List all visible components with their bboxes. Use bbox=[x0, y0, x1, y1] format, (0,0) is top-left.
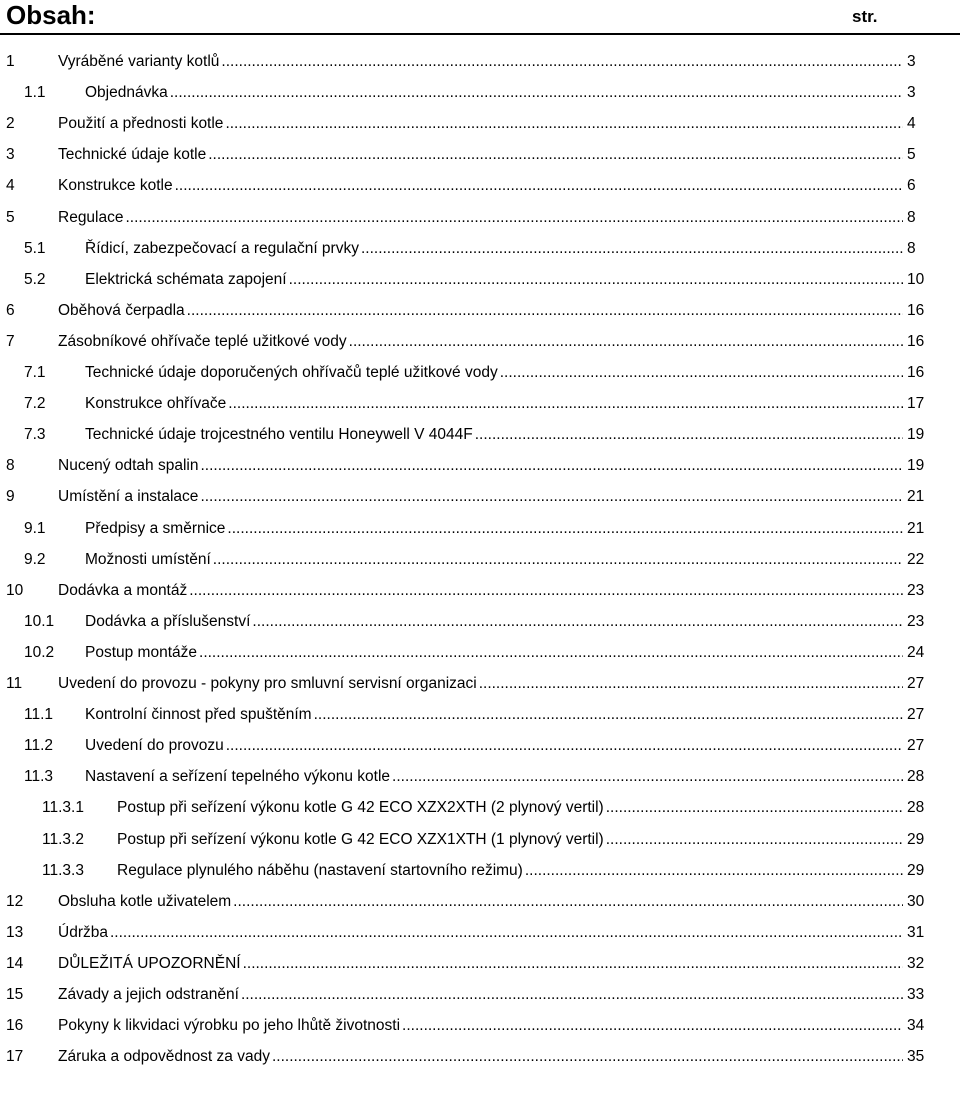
toc-entry-number: 1 bbox=[6, 53, 15, 70]
toc-entry[interactable] bbox=[0, 295, 960, 326]
toc-entry-label: Řídicí, zabezpečovací a regulační prvky bbox=[85, 240, 359, 257]
toc-entry[interactable] bbox=[0, 326, 960, 357]
toc-entry-line bbox=[117, 855, 905, 886]
toc-entry[interactable] bbox=[0, 233, 960, 264]
toc-entry-page: 30 bbox=[907, 893, 925, 910]
toc-entry[interactable] bbox=[0, 264, 960, 295]
toc-entry-line bbox=[58, 1041, 905, 1072]
toc-entry[interactable] bbox=[0, 419, 960, 450]
toc-entry-line bbox=[58, 917, 905, 948]
toc-entry-line bbox=[85, 388, 905, 419]
toc-entry-line bbox=[58, 170, 905, 201]
toc-entry-label: Regulace plynulého náběhu (nastavení startovního režimu) bbox=[117, 862, 523, 879]
dot-leader bbox=[500, 357, 903, 388]
toc-entry[interactable] bbox=[0, 1041, 960, 1072]
dot-leader bbox=[243, 948, 903, 979]
toc-entry-label: Uvedení do provozu bbox=[85, 737, 224, 754]
toc-header bbox=[0, 0, 960, 34]
page-column-label: str. bbox=[852, 7, 878, 26]
toc-entry-number: 9.1 bbox=[24, 520, 46, 537]
toc-entry-label: Nucený odtah spalin bbox=[58, 457, 199, 474]
toc-entry-label: Možnosti umístění bbox=[85, 551, 211, 568]
dot-leader bbox=[170, 77, 903, 108]
toc-entry-label: Zásobníkové ohřívače teplé užitkové vody bbox=[58, 333, 347, 350]
toc-entry-number: 5 bbox=[6, 209, 15, 226]
toc-entry[interactable] bbox=[0, 450, 960, 481]
toc-entry-page: 6 bbox=[907, 177, 916, 194]
dot-leader bbox=[402, 1010, 903, 1041]
dot-leader bbox=[228, 388, 903, 419]
toc-entry[interactable] bbox=[0, 855, 960, 886]
toc-entry-number: 12 bbox=[6, 893, 24, 910]
toc-entry-page: 29 bbox=[907, 831, 925, 848]
toc-entry-number: 8 bbox=[6, 457, 15, 474]
toc-entry-page: 22 bbox=[907, 551, 925, 568]
toc-entry-page: 34 bbox=[907, 1017, 925, 1034]
toc-entry-number: 7.3 bbox=[24, 426, 46, 443]
dot-leader bbox=[606, 824, 903, 855]
toc-entry-number: 11 bbox=[6, 675, 23, 692]
toc-entry-line bbox=[58, 1010, 905, 1041]
toc-entry-line bbox=[58, 139, 905, 170]
toc-entry-line bbox=[85, 637, 905, 668]
dot-leader bbox=[213, 544, 903, 575]
toc-entry-page: 16 bbox=[907, 364, 925, 381]
dot-leader bbox=[227, 513, 903, 544]
toc-entry-label: Kontrolní činnost před spuštěním bbox=[85, 706, 312, 723]
toc-entry-number: 11.3.2 bbox=[42, 831, 84, 848]
dot-leader bbox=[208, 139, 903, 170]
toc-entry[interactable] bbox=[0, 917, 960, 948]
toc-entry-page: 10 bbox=[907, 271, 925, 288]
toc-entry-page: 28 bbox=[907, 799, 925, 816]
toc-entry-line bbox=[117, 824, 905, 855]
dot-leader bbox=[289, 264, 903, 295]
toc-entry-page: 31 bbox=[907, 924, 925, 941]
toc-entry-label: Záruka a odpovědnost za vady bbox=[58, 1048, 270, 1065]
toc-entry-label: Dodávka a montáž bbox=[58, 582, 188, 599]
toc-entry-page: 5 bbox=[907, 146, 916, 163]
toc-entry-label: Údržba bbox=[58, 924, 108, 941]
toc-entry-line bbox=[85, 419, 905, 450]
dot-leader bbox=[361, 233, 903, 264]
toc-entry[interactable] bbox=[0, 606, 960, 637]
dot-leader bbox=[233, 886, 903, 917]
toc-entry-number: 11.3.3 bbox=[42, 862, 84, 879]
dot-leader bbox=[126, 202, 904, 233]
toc-entry[interactable] bbox=[0, 699, 960, 730]
toc-entry-page: 23 bbox=[907, 613, 925, 630]
toc-entry-line bbox=[58, 979, 905, 1010]
toc-entry-number: 10.1 bbox=[24, 613, 55, 630]
toc-entry-number: 17 bbox=[6, 1048, 24, 1065]
toc-entry-number: 5.1 bbox=[24, 240, 46, 257]
toc-entry-number: 4 bbox=[6, 177, 15, 194]
dot-leader bbox=[199, 637, 903, 668]
toc-entry-page: 21 bbox=[907, 520, 925, 537]
dot-leader bbox=[110, 917, 903, 948]
toc-entry-line bbox=[85, 730, 905, 761]
toc-entry-number: 1.1 bbox=[24, 84, 46, 101]
toc-entry[interactable] bbox=[0, 544, 960, 575]
toc-entry[interactable] bbox=[0, 761, 960, 792]
toc-entry-line bbox=[85, 357, 905, 388]
toc-entry-label: Technické údaje kotle bbox=[58, 146, 207, 163]
dot-leader bbox=[606, 792, 903, 823]
toc-entry-line bbox=[85, 513, 905, 544]
toc-entry-label: Postup při seřízení výkonu kotle G 42 ECO XZX2XTH (2 plynový vertil) bbox=[117, 799, 604, 816]
toc-entry-page: 27 bbox=[907, 737, 925, 754]
toc-entry-page: 8 bbox=[907, 240, 916, 257]
toc-entry[interactable] bbox=[0, 202, 960, 233]
toc-entry-label: Uvedení do provozu - pokyny pro smluvní servisní organizaci bbox=[58, 675, 477, 692]
toc-entry[interactable] bbox=[0, 824, 960, 855]
toc-entry[interactable] bbox=[0, 108, 960, 139]
toc-entry-number: 6 bbox=[6, 302, 15, 319]
dot-leader bbox=[175, 170, 903, 201]
toc-entry-number: 10 bbox=[6, 582, 24, 599]
toc-entry[interactable] bbox=[0, 513, 960, 544]
toc-entry-label: Technické údaje trojcestného ventilu Honeywell V 4044F bbox=[85, 426, 473, 443]
toc-entry-line bbox=[58, 948, 905, 979]
toc-entry-label: Regulace bbox=[58, 209, 124, 226]
toc-entry-page: 19 bbox=[907, 457, 925, 474]
toc-entry-label: Pokyny k likvidaci výrobku po jeho lhůtě životnosti bbox=[58, 1017, 401, 1034]
toc-entry[interactable] bbox=[0, 481, 960, 512]
toc-entry-label: Předpisy a směrnice bbox=[85, 520, 226, 537]
dot-leader bbox=[241, 979, 903, 1010]
toc-entry-page: 28 bbox=[907, 768, 925, 785]
dot-leader bbox=[314, 699, 903, 730]
toc-entry[interactable] bbox=[0, 139, 960, 170]
dot-leader bbox=[226, 730, 903, 761]
toc-entry[interactable] bbox=[0, 170, 960, 201]
toc-entry-number: 11.3.1 bbox=[42, 799, 84, 816]
toc-entry-label: Umístění a instalace bbox=[58, 488, 199, 505]
toc-entry[interactable] bbox=[0, 948, 960, 979]
toc-entry-number: 9 bbox=[6, 488, 15, 505]
toc-entry-page: 3 bbox=[907, 53, 916, 70]
toc-entry-line bbox=[85, 77, 905, 108]
toc-entry-page: 3 bbox=[907, 84, 916, 101]
toc-entry-page: 17 bbox=[907, 395, 925, 412]
toc-entry-number: 3 bbox=[6, 146, 15, 163]
toc-entry-number: 16 bbox=[6, 1017, 24, 1034]
toc-entry-label: Obsluha kotle uživatelem bbox=[58, 893, 232, 910]
toc-entry-label: Vyráběné varianty kotlů bbox=[58, 53, 220, 70]
toc-entry-line bbox=[85, 761, 905, 792]
dot-leader bbox=[475, 419, 903, 450]
toc-entry-label: Postup při seřízení výkonu kotle G 42 ECO XZX1XTH (1 plynový vertil) bbox=[117, 831, 604, 848]
toc-entry-number: 11.2 bbox=[24, 737, 54, 754]
toc-entry[interactable] bbox=[0, 77, 960, 108]
dot-leader bbox=[200, 450, 903, 481]
toc-entry-label: Dodávka a příslušenství bbox=[85, 613, 251, 630]
toc-entry-label: Objednávka bbox=[85, 84, 168, 101]
toc-entry-number: 13 bbox=[6, 924, 24, 941]
toc-entry[interactable] bbox=[0, 668, 960, 699]
toc-entry-line bbox=[58, 481, 905, 512]
toc-entry[interactable] bbox=[0, 1010, 960, 1041]
toc-entry-label: Konstrukce kotle bbox=[58, 177, 173, 194]
toc-entry-number: 9.2 bbox=[24, 551, 46, 568]
toc-entry-line bbox=[85, 699, 905, 730]
toc-entry-line bbox=[85, 264, 905, 295]
dot-leader bbox=[200, 481, 903, 512]
toc-entry-number: 14 bbox=[6, 955, 24, 972]
toc-entry-line bbox=[117, 792, 905, 823]
toc-entry-line bbox=[58, 668, 905, 699]
toc-entry[interactable] bbox=[0, 979, 960, 1010]
toc-entry-page: 27 bbox=[907, 675, 925, 692]
dot-leader bbox=[189, 575, 903, 606]
toc-entry-line bbox=[58, 202, 905, 233]
toc-entry-label: Závady a jejich odstranění bbox=[58, 986, 239, 1003]
toc-entry[interactable] bbox=[0, 388, 960, 419]
toc-entry-label: Elektrická schémata zapojení bbox=[85, 271, 287, 288]
toc-entry-label: Oběhová čerpadla bbox=[58, 302, 185, 319]
toc-entry-number: 10.2 bbox=[24, 644, 55, 661]
toc-entry-label: DŮLEŽITÁ UPOZORNĚNÍ bbox=[58, 955, 241, 972]
toc-entry-line bbox=[58, 575, 905, 606]
dot-leader bbox=[349, 326, 903, 357]
toc-entry-number: 7 bbox=[6, 333, 15, 350]
toc-entry-page: 24 bbox=[907, 644, 925, 661]
toc-entry-page: 16 bbox=[907, 302, 925, 319]
dot-leader bbox=[479, 668, 903, 699]
dot-leader bbox=[392, 761, 903, 792]
toc-entry-number: 7.1 bbox=[24, 364, 46, 381]
toc-entry-label: Postup montáže bbox=[85, 644, 198, 661]
toc-entry[interactable] bbox=[0, 886, 960, 917]
toc-entry[interactable] bbox=[0, 46, 960, 77]
toc-entry-number: 2 bbox=[6, 115, 15, 132]
toc-entry-label: Použití a přednosti kotle bbox=[58, 115, 224, 132]
toc-entry-line bbox=[58, 450, 905, 481]
toc-entry[interactable] bbox=[0, 730, 960, 761]
toc-entry-label: Konstrukce ohřívače bbox=[85, 395, 227, 412]
dot-leader bbox=[272, 1041, 903, 1072]
toc-entry-page: 16 bbox=[907, 333, 925, 350]
toc-entry-label: Technické údaje doporučených ohřívačů teplé užitkové vody bbox=[85, 364, 498, 381]
toc-entry-number: 11.1 bbox=[24, 706, 54, 723]
toc-entry-number: 11.3 bbox=[24, 768, 54, 785]
toc-entry-line bbox=[58, 295, 905, 326]
toc-entry[interactable] bbox=[0, 357, 960, 388]
toc-entry-page: 27 bbox=[907, 706, 925, 723]
dot-leader bbox=[187, 295, 903, 326]
toc-entry-line bbox=[58, 886, 905, 917]
toc-entry-page: 4 bbox=[907, 115, 916, 132]
toc-entry-page: 32 bbox=[907, 955, 925, 972]
toc-entry-page: 23 bbox=[907, 582, 925, 599]
dot-leader bbox=[252, 606, 903, 637]
toc-entry[interactable] bbox=[0, 792, 960, 823]
toc-entry-number: 15 bbox=[6, 986, 24, 1003]
header-rule bbox=[0, 33, 960, 35]
toc-entry-number: 5.2 bbox=[24, 271, 46, 288]
toc-entry-label: Nastavení a seřízení tepelného výkonu kotle bbox=[85, 768, 391, 785]
dot-leader bbox=[525, 855, 903, 886]
toc-entry[interactable] bbox=[0, 575, 960, 606]
toc-entry-line bbox=[85, 233, 905, 264]
toc-entry-line bbox=[85, 544, 905, 575]
dot-leader bbox=[221, 46, 903, 77]
toc-entry-page: 19 bbox=[907, 426, 925, 443]
toc-entry-page: 21 bbox=[907, 488, 925, 505]
toc-entry-number: 7.2 bbox=[24, 395, 46, 412]
dot-leader bbox=[225, 108, 903, 139]
page-title: Obsah: bbox=[6, 0, 96, 30]
toc-entry-line bbox=[85, 606, 905, 637]
toc-entry-page: 35 bbox=[907, 1048, 925, 1065]
toc-entry-page: 33 bbox=[907, 986, 925, 1003]
toc-entry-line bbox=[58, 46, 905, 77]
toc-entry-line bbox=[58, 108, 905, 139]
toc-entry-line bbox=[58, 326, 905, 357]
toc-entry-page: 29 bbox=[907, 862, 925, 879]
toc-entry-page: 8 bbox=[907, 209, 916, 226]
toc-entry[interactable] bbox=[0, 637, 960, 668]
